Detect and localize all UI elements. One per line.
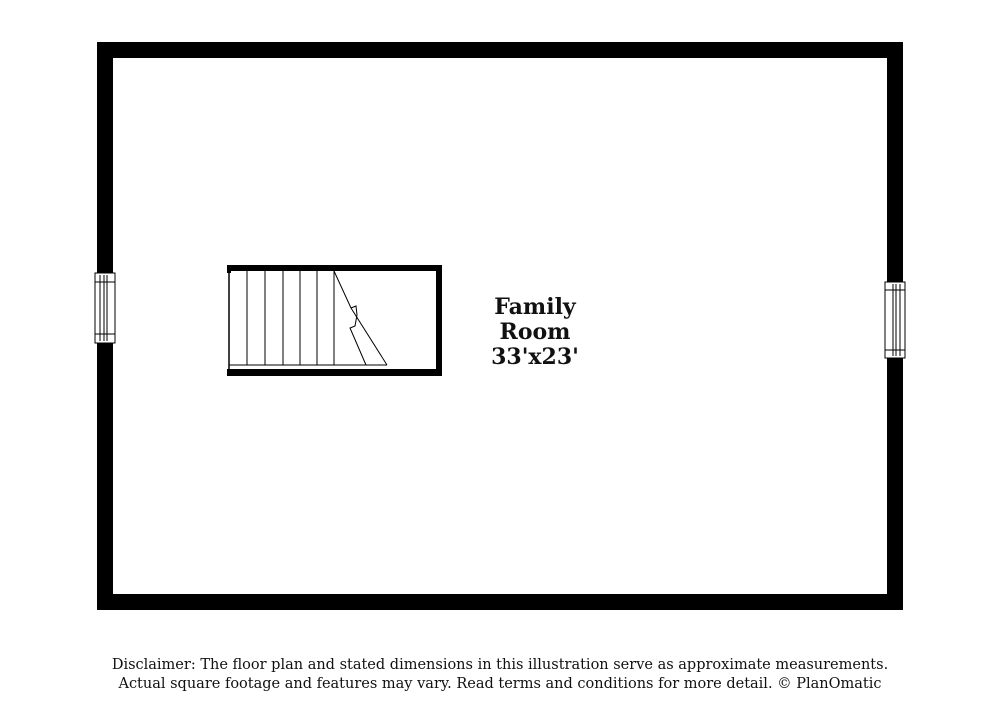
window-left bbox=[95, 273, 115, 343]
stair-break-line bbox=[334, 271, 366, 365]
room-dimensions: 33'x23' bbox=[491, 344, 579, 370]
room-name-line1: Family bbox=[494, 294, 576, 320]
stair-wall-right bbox=[436, 265, 442, 376]
stair-treads bbox=[229, 271, 387, 365]
stair-wall-bottom bbox=[227, 369, 442, 376]
stairs bbox=[227, 265, 442, 376]
room-name-line2: Room bbox=[499, 319, 571, 345]
wall-bottom bbox=[97, 594, 903, 610]
disclaimer bbox=[0, 656, 1000, 694]
room-label bbox=[460, 295, 610, 370]
disclaimer-line1: Disclaimer: The floor plan and stated dimensions in this illustration serve as approximate measurements. bbox=[111, 657, 889, 673]
disclaimer-line2: Actual square footage and features may vary. Read terms and conditions for more detail. © PlanOmatic bbox=[118, 676, 882, 692]
stair-wall-top bbox=[228, 265, 442, 271]
window-right bbox=[885, 282, 905, 358]
wall-top bbox=[97, 42, 903, 58]
